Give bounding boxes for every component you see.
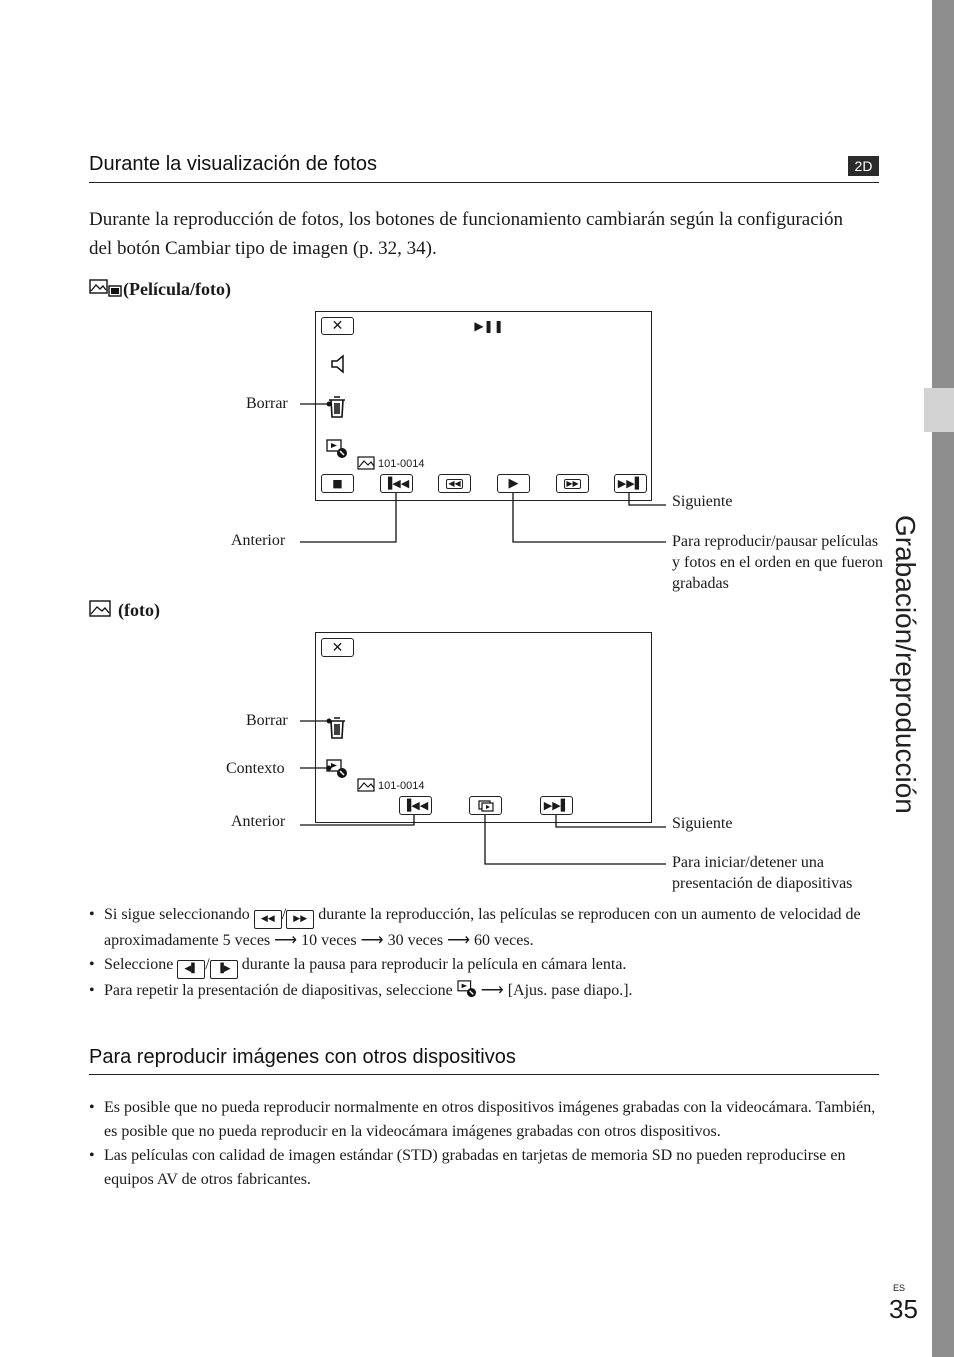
photo-mode-label: (foto) <box>118 600 160 620</box>
section-title: Para reproducir imágenes con otros dispositivos <box>89 1046 516 1068</box>
callout-previous: Anterior <box>231 532 286 549</box>
note-text: [Ajus. pase diapo.]. <box>507 982 633 999</box>
callout-next: Siguiente <box>672 493 733 510</box>
skip-next-icon: ▶▶▌ <box>543 799 570 812</box>
note-text: 60 veces. <box>474 932 534 949</box>
close-icon: ✕ <box>331 318 344 334</box>
slow-reverse-icon: ◀▌ <box>177 960 205 979</box>
note-text: durante la reproducción, las películas se reproducen con un aumento de velocidad de aproximadamente 5 veces <box>104 906 861 949</box>
note-text: Para repetir la presentación de diapositivas, seleccione <box>104 982 453 999</box>
list-item: • Las películas con calidad de imagen estándar (STD) grabadas en tarjetas de memoria SD no pueden reproducirse en equipos AV de otros fabricantes. <box>89 1144 879 1192</box>
skip-previous-icon: ▐◀◀ <box>383 477 410 490</box>
slow-forward-icon: ▐▶ <box>210 960 238 979</box>
arrow-icon: ⟶ <box>447 932 471 949</box>
note-text: Si sigue seleccionando <box>104 906 250 923</box>
list-item: • Si sigue seleccionando ◀◀ / ▶▶ durante la reproducción, las películas se reproducen con un aumento de velocidad de aproximadamente 5 veces ⟶ 10 veces ⟶ 30 veces ⟶ 60 veces. <box>89 903 879 953</box>
arrow-icon: ⟶ <box>480 982 504 999</box>
file-number: 101-0014 <box>378 458 425 470</box>
fast-forward-icon: ▶▶ <box>286 910 314 929</box>
badge-2d: 2D <box>848 156 879 176</box>
callout-previous: Anterior <box>231 813 286 830</box>
page-number: 35 <box>889 1294 918 1324</box>
stop-icon: ■ <box>332 477 343 490</box>
file-number: 101-0014 <box>378 780 425 792</box>
play-pause-icon[interactable]: ▶❚❚ <box>474 319 504 333</box>
movie-photo-mode-label: (Película/foto) <box>123 279 231 299</box>
section-title: Durante la visualización de fotos <box>89 153 377 175</box>
callout-play-pause: Para reproducir/pausar películas y fotos en el orden en que fueron grabadas <box>672 533 884 592</box>
callout-next: Siguiente <box>672 815 733 832</box>
chapter-title: Grabación/reproducción <box>890 515 921 814</box>
callout-delete: Borrar <box>246 395 288 412</box>
arrow-icon: ⟶ <box>274 932 298 949</box>
context-icon <box>457 980 477 998</box>
arrow-icon: ⟶ <box>360 932 384 949</box>
list-item: • Seleccione ◀▌ / ▐▶ durante la pausa para reproducir la película en cámara lenta. <box>89 953 879 979</box>
list-item: • Es posible que no pueda reproducir normalmente en otros dispositivos imágenes grabadas con la videocámara. También, es posible que no pueda reproducir en la videocámara imágenes grabadas con otros dispositivos. <box>89 1096 879 1144</box>
close-icon: ✕ <box>331 639 344 656</box>
language-code: ES <box>893 1283 906 1293</box>
rewind-icon: ◀◀ <box>448 478 461 488</box>
other-devices-notes <box>89 1096 879 1192</box>
play-icon: ▶ <box>508 476 519 491</box>
skip-previous-icon: ▐◀◀ <box>402 799 429 812</box>
note-text: 30 veces <box>387 932 444 949</box>
intro-paragraph: Durante la reproducción de fotos, los botones de funcionamiento cambiarán según la configuración del botón Cambiar tipo de imagen (p. 32, 34). <box>89 209 843 259</box>
note-text: 10 veces <box>301 932 357 949</box>
callout-context: Contexto <box>226 760 285 777</box>
list-item <box>89 979 879 1003</box>
note-text: Seleccione <box>104 956 174 973</box>
section-rule <box>89 1074 879 1075</box>
callout-delete: Borrar <box>246 712 288 729</box>
playback-notes <box>89 903 879 1003</box>
fast-forward-icon: ▶▶ <box>566 478 579 488</box>
rewind-icon: ◀◀ <box>254 910 282 929</box>
callout-slideshow: Para iniciar/detener una presentación de diapositivas <box>672 854 853 892</box>
skip-next-icon: ▶▶▌ <box>617 477 644 490</box>
note-text: durante la pausa para reproducir la película en cámara lenta. <box>241 956 627 973</box>
